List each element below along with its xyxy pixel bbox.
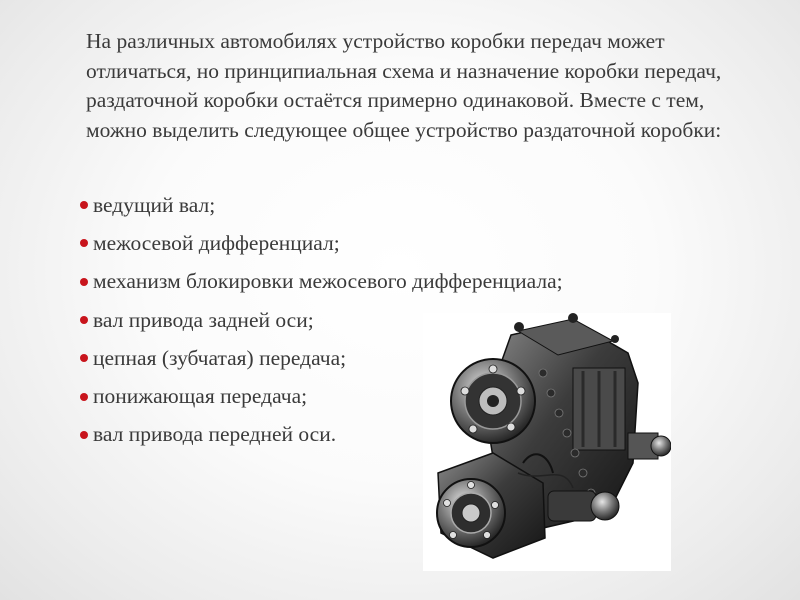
list-item-text: цепная (зубчатая) передача; [93, 345, 347, 370]
transfer-case-illustration [423, 313, 671, 571]
bullet-icon [80, 201, 88, 209]
list-item-text: межосевой дифференциал; [93, 230, 340, 255]
bullet-icon [80, 278, 88, 286]
bullet-icon [80, 316, 88, 324]
list-item-text: вал привода задней оси; [93, 307, 314, 332]
list-item-text: ведущий вал; [93, 192, 216, 217]
bullet-icon [80, 354, 88, 362]
list-item [80, 186, 563, 224]
list-item-text: понижающая передача; [93, 384, 308, 409]
bullet-icon [80, 431, 88, 439]
bullet-icon [80, 239, 88, 247]
list-item [80, 263, 563, 301]
intro-paragraph: На различных автомобилях устройство коробки передач может отличаться, но принципиальная схема и назначение коробки передач, раздаточной коробки остаётся примерно одинаковой. Вместе с тем, можно выделить следующее общее устройство раздаточной коробки: [86, 29, 722, 142]
list-item-text: механизм блокировки межосевого дифференциала; [93, 269, 563, 294]
list-item [80, 224, 563, 262]
bullet-icon [80, 393, 88, 401]
list-item-text: вал привода передней оси. [93, 422, 337, 447]
transfer-case-image [423, 313, 671, 571]
